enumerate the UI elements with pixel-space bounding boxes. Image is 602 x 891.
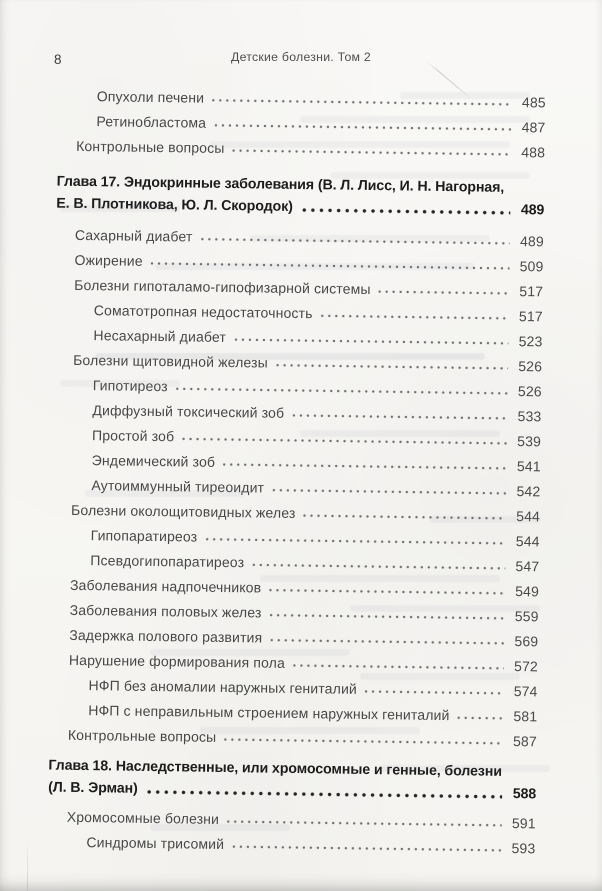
- toc-entry-label: Болезни околощитовидных желез: [70, 501, 296, 521]
- toc-entry-label: Контрольные вопросы: [76, 137, 225, 156]
- toc-page-number: 489: [519, 233, 544, 250]
- toc-page-number: 559: [514, 608, 539, 625]
- toc-page-number: 485: [521, 94, 546, 111]
- toc-entry-label: Эндемический зоб: [91, 452, 216, 470]
- chapter-title-line1: Глава 17. Эндокринные заболевания (В. Л. Лисс, И. Н. Нагорная,: [56, 173, 505, 196]
- toc-page-number: 487: [521, 119, 546, 136]
- toc-entry-label: Аутоиммунный тиреоидит: [91, 477, 265, 496]
- toc-page-number: 587: [512, 733, 537, 750]
- toc-page-number: 549: [515, 583, 540, 600]
- page-crease-line: [27, 839, 28, 891]
- toc-page-number: 574: [513, 683, 538, 700]
- toc-entry-label: Гипотиреоз: [92, 377, 168, 395]
- show-through-artifact: [300, 430, 500, 437]
- toc-leader-dots: [318, 300, 511, 328]
- toc-entry-label: Заболевания надпочечников: [69, 576, 262, 596]
- show-through-artifact: [360, 673, 520, 680]
- running-title: Детские болезни. Том 2: [231, 50, 371, 64]
- toc-entry-label: Псевдогипопаратиреоз: [90, 552, 245, 571]
- toc-entry-label: Болезни гипоталамо-гипофизарной системы: [74, 276, 371, 297]
- show-through-artifact: [330, 172, 530, 179]
- toc-page-number: 544: [515, 533, 540, 550]
- show-through-artifact: [150, 649, 350, 656]
- toc-page-number: 489: [520, 202, 545, 219]
- toc-page-number: 593: [511, 840, 536, 857]
- toc-entry-label: Несахарный диабет: [93, 327, 227, 345]
- show-through-artifact: [60, 205, 180, 212]
- toc-entry-label: Задержка полового развития: [69, 626, 263, 646]
- show-through-artifact: [85, 490, 245, 497]
- chapter-title-line1: Глава 18. Наследственные, или хромосомные и генные, болезни: [48, 757, 503, 780]
- toc-leader-dots: [250, 549, 507, 578]
- show-through-artifact: [155, 263, 475, 270]
- chapter-title-line2: (Л. В. Эрман): [48, 779, 138, 797]
- toc-page-number: 572: [513, 658, 539, 675]
- toc-page-number: 526: [518, 358, 543, 375]
- toc-page-number: 517: [519, 283, 544, 300]
- toc-entry-label: Соматотропная недостаточность: [93, 302, 313, 322]
- toc-leader-dots: [174, 373, 510, 403]
- show-through-artifact: [95, 353, 485, 360]
- toc-leader-dots: [455, 702, 505, 728]
- toc-page-number: 569: [514, 633, 539, 650]
- show-through-artifact: [250, 235, 490, 242]
- toc-entry-label: Ретинобластома: [96, 113, 207, 131]
- show-through-artifact: [300, 116, 530, 123]
- toc-page-number: 547: [515, 558, 540, 575]
- toc-entry-label: Опухоли печени: [96, 88, 205, 106]
- toc-entry-label: Гипопаратиреоз: [90, 527, 198, 545]
- show-through-artifact: [150, 824, 290, 831]
- toc-leader-dots: [270, 475, 509, 503]
- show-through-artifact: [200, 727, 420, 734]
- table-of-contents: [0, 82, 602, 861]
- toc-leader-dots: [230, 135, 513, 164]
- toc-page-number: 541: [516, 458, 541, 475]
- toc-entry-label: Заболевания половых желез: [69, 601, 262, 621]
- toc-entry-label: Сахарный диабет: [74, 226, 193, 245]
- toc-entry-label: Хромосомные болезни: [66, 808, 220, 827]
- toc-page-number: 544: [516, 508, 541, 525]
- toc-page-number: 526: [517, 383, 542, 400]
- show-through-artifact: [400, 92, 530, 99]
- toc-page-number: 523: [518, 333, 543, 350]
- toc-entry-label: НФП без аномалии наружных гениталий: [88, 677, 358, 697]
- toc-leader-dots: [376, 276, 511, 303]
- toc-page-number: 581: [513, 708, 538, 725]
- toc-page-number: 509: [519, 258, 544, 275]
- toc-page-number: 591: [511, 815, 536, 832]
- toc-leader-dots: [232, 324, 511, 353]
- toc-entry-label: Нарушение формирования пола: [68, 651, 286, 671]
- toc-leader-dots: [267, 600, 506, 628]
- toc-entry-label: Диффузный токсический зоб: [92, 402, 285, 421]
- chapter-heading: [0, 755, 593, 805]
- toc-entry-label: Простой зоб: [91, 427, 175, 445]
- toc-leader-dots: [230, 831, 504, 860]
- toc-entry-label: НФП с неправильным строением наружных гениталий: [88, 702, 450, 724]
- toc-leader-dots: [301, 500, 508, 528]
- toc-entry-label: Контрольные вопросы: [67, 726, 217, 745]
- toc-leader-dots: [203, 524, 508, 553]
- toc-page-number: 539: [517, 433, 542, 450]
- toc-leader-dots: [221, 449, 509, 478]
- toc-page-number: 542: [516, 483, 541, 500]
- toc-page-number: 517: [518, 308, 543, 325]
- page-number: 8: [54, 52, 62, 67]
- toc-leader-dots: [299, 196, 513, 220]
- toc-leader-dots: [290, 400, 510, 428]
- show-through-artifact: [60, 380, 180, 387]
- show-through-artifact: [350, 605, 540, 612]
- show-through-artifact: [260, 575, 500, 582]
- toc-entry-label: Болезни щитовидной железы: [73, 351, 269, 371]
- show-through-artifact: [380, 765, 550, 772]
- toc-page-number: 533: [517, 408, 542, 425]
- toc-entry-label: Ожирение: [74, 251, 143, 269]
- toc-page-number: 588: [512, 786, 537, 803]
- chapter-title-line2: Е. В. Плотникова, Ю. Л. Скородок): [56, 195, 293, 215]
- toc-page-number: 488: [521, 144, 546, 161]
- show-through-artifact: [430, 516, 540, 523]
- show-through-artifact: [210, 141, 510, 148]
- page-header: [0, 50, 602, 68]
- toc-leader-dots: [144, 778, 505, 804]
- toc-entry-label: Синдромы трисомий: [86, 834, 225, 853]
